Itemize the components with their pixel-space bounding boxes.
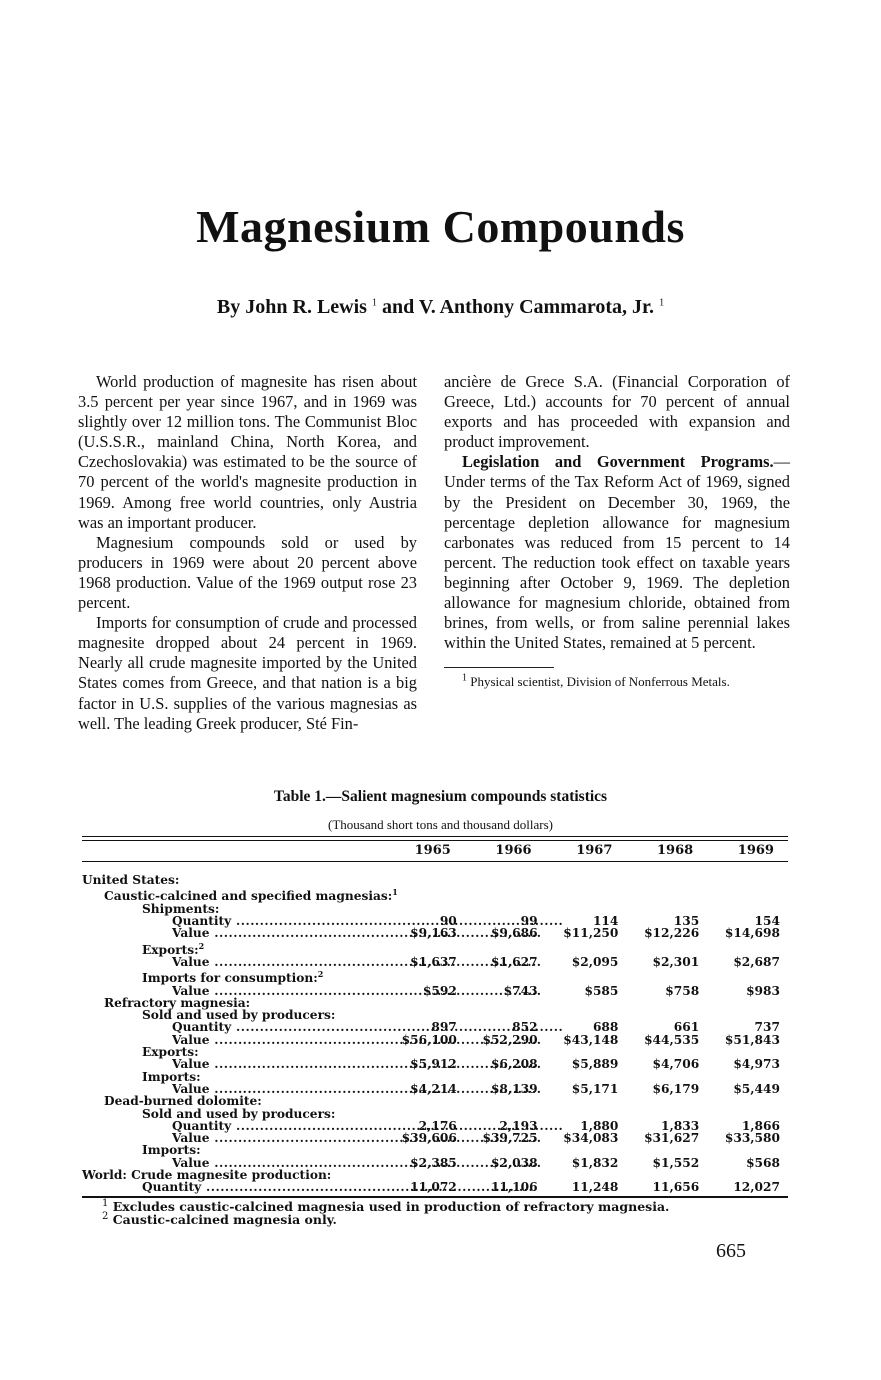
row-label: Refractory magnesia:: [104, 995, 251, 1010]
cell-value: [546, 940, 627, 956]
row-label: Imports for consumption:$^2$: [142, 969, 324, 986]
cell-value: 1,833: [661, 1118, 700, 1133]
author-2-footnote-mark: 1: [659, 297, 665, 309]
cell-value: [465, 874, 546, 886]
cell-value: [707, 1108, 788, 1120]
cell-value: $4,706: [652, 1057, 700, 1072]
cell-value: $568: [746, 1155, 780, 1170]
author-footnote: [444, 674, 790, 690]
cell-value: [707, 1144, 788, 1156]
table-row: [82, 886, 788, 902]
row-label: Shipments:: [142, 901, 220, 916]
cell-value: [384, 940, 465, 956]
table-row: [82, 1058, 788, 1070]
cell-value: [384, 1095, 465, 1107]
cell-value: [707, 940, 788, 956]
cell-value: [707, 874, 788, 886]
cell-value: [465, 1144, 546, 1156]
row-label: Value .....: [82, 1083, 384, 1095]
body-column-left: [78, 372, 417, 734]
footnote-mark: 1: [462, 672, 467, 684]
cell-value: 2,176: [418, 1118, 457, 1133]
cell-value: $983: [746, 983, 780, 998]
table-row: [82, 1144, 788, 1156]
cell-value: [465, 968, 546, 984]
cell-value: [626, 1095, 707, 1107]
cell-value: $1,637: [410, 954, 457, 969]
cell-value: $1,627: [490, 954, 538, 969]
cell-value: $1,552: [652, 1155, 700, 1170]
row-label: Value .....: [82, 1058, 384, 1070]
row-label: Quantity .....: [82, 915, 384, 927]
cell-value: [546, 886, 627, 902]
body-column-right: [444, 372, 790, 690]
table-footnotes: [82, 1197, 788, 1227]
table-row: [82, 1021, 788, 1033]
table-header-row: [82, 841, 788, 862]
row-label: Quantity .....: [82, 1021, 384, 1033]
table-footnote-mark: 1: [102, 1197, 109, 1209]
author-1-footnote-mark: 1: [371, 297, 377, 309]
cell-value: $4,214: [410, 1081, 457, 1096]
row-label: Sold and used by producers:: [142, 1106, 336, 1121]
cell-value: $12,226: [644, 926, 700, 941]
cell-value: [546, 1108, 627, 1120]
row-label: Imports:: [142, 1069, 201, 1084]
cell-value: [465, 886, 546, 902]
cell-value: $4,973: [733, 1057, 780, 1072]
cell-value: [546, 1095, 627, 1107]
table-row: [82, 927, 788, 939]
cell-value: 11,248: [571, 1180, 619, 1195]
cell-value: $2,301: [652, 954, 700, 969]
header-year: 1966: [495, 843, 532, 858]
paragraph-imports: Imports for consumption of crude and processed magnesite dropped about 24 percent in 1969. Nearly all crude magnesite imported by the United States comes from Greece, and that nation is a big factor in U.S. supplies of the various magnesias as well. The leading Greek producer, Sté Fin-: [78, 613, 417, 733]
paragraph-world-production: World production of magnesite has risen about 3.5 percent per year since 1967, and in 1969 was slightly over 12 million tons. The Communist Bloc (U.S.S.R., mainland China, North Korea, and Czechoslovakia) was estimated to be the source of 70 percent of the world's magnesite production in 1969. Among free world countries, only Austria was an important producer.: [78, 372, 417, 532]
row-label: Value .....: [82, 956, 384, 968]
cell-value: [626, 874, 707, 886]
cell-value: $39,606: [401, 1131, 457, 1146]
row-label-footnote-mark: 2: [198, 940, 205, 951]
row-label: Caustic-calcined and specified magnesias:$^1$: [104, 887, 398, 904]
cell-value: [384, 1144, 465, 1156]
cell-value: $9,686: [490, 926, 538, 941]
paragraph-imports-continued: ancière de Grece S.A. (Financial Corporation of Greece, Ltd.) accounts for 70 percent of annual exports and has proceeded with expansion and product improvement.: [444, 372, 790, 452]
cell-value: [384, 968, 465, 984]
cell-value: 11,106: [490, 1180, 538, 1195]
header-label-cell: [82, 841, 384, 861]
cell-value: $592: [422, 983, 457, 998]
cell-value: [384, 997, 465, 1009]
cell-value: 135: [673, 913, 700, 928]
header-year: 1967: [576, 843, 613, 858]
cell-value: $39,725: [482, 1131, 538, 1146]
cell-value: $44,535: [644, 1032, 700, 1047]
cell-value: $8,139: [490, 1081, 538, 1096]
cell-value: [384, 874, 465, 886]
row-label: Value .....: [82, 1034, 384, 1046]
cell-value: [626, 1144, 707, 1156]
paragraph-producers-output: Magnesium compounds sold or used by producers in 1969 were about 20 percent above 1968 production. Value of the 1969 output rose 23 percent.: [78, 532, 417, 613]
cell-value: 114: [592, 913, 619, 928]
cell-value: $1,832: [571, 1155, 619, 1170]
cell-value: $2,687: [733, 954, 780, 969]
page-title: Magnesium Compounds: [196, 201, 685, 252]
cell-value: $6,208: [490, 1057, 538, 1072]
table-footnote-text: Excludes caustic-calcined magnesia used in production of refractory magnesia.: [112, 1198, 670, 1214]
row-label: Value .....: [82, 1132, 384, 1144]
table-footnote-text: Caustic-calcined magnesia only.: [112, 1211, 337, 1227]
cell-value: [626, 997, 707, 1009]
header-year: 1968: [657, 843, 694, 858]
byline: [0, 296, 881, 319]
cell-value: [465, 1095, 546, 1107]
footnote-divider: [444, 667, 554, 668]
cell-value: [465, 997, 546, 1009]
cell-value: [546, 1144, 627, 1156]
cell-value: [465, 940, 546, 956]
row-label: United States:: [82, 873, 180, 887]
cell-value: $34,083: [563, 1131, 619, 1146]
row-label: Sold and used by producers:: [142, 1008, 336, 1023]
cell-value: $9,163: [410, 926, 457, 941]
cell-value: 1,866: [741, 1118, 780, 1133]
cell-value: $2,095: [571, 954, 619, 969]
cell-value: [626, 968, 707, 984]
cell-value: [546, 997, 627, 1009]
table-row: [82, 1181, 788, 1193]
cell-value: [626, 940, 707, 956]
table-bottom-rule: [82, 1196, 788, 1198]
cell-value: $11,250: [563, 926, 619, 941]
row-label: Imports:: [142, 1143, 201, 1158]
cell-value: 11,656: [652, 1180, 700, 1195]
row-label: World: Crude magnesite production:: [82, 1168, 332, 1183]
cell-value: [707, 997, 788, 1009]
table-body: [82, 874, 788, 1194]
row-label: Exports:: [142, 1045, 199, 1060]
row-label: Value .....: [82, 927, 384, 939]
cell-value: $5,889: [571, 1057, 619, 1072]
author-2: and V. Anthony Cammarota, Jr.: [381, 296, 655, 318]
cell-value: 11,072: [410, 1180, 457, 1195]
cell-value: $33,580: [724, 1131, 780, 1146]
author-1: By John R. Lewis: [216, 296, 367, 318]
row-label: Value .....: [82, 1157, 384, 1169]
cell-value: [384, 1108, 465, 1120]
cell-value: 852: [512, 1020, 538, 1035]
table-row: [82, 940, 788, 956]
statistics-table: [82, 836, 788, 1226]
cell-value: [707, 1095, 788, 1107]
row-label-footnote-mark: 2: [317, 969, 324, 980]
footnote-text: Physical scientist, Division of Nonferrous Metals.: [470, 674, 730, 690]
cell-value: [384, 886, 465, 902]
cell-value: 90: [439, 913, 457, 928]
cell-value: $743: [503, 983, 538, 998]
table-title: Table 1.—Salient magnesium compounds statistics: [273, 788, 608, 805]
cell-value: $5,912: [410, 1057, 457, 1072]
row-label: Value .....: [82, 985, 384, 997]
table-row: [82, 1108, 788, 1120]
cell-value: 661: [673, 1020, 700, 1035]
cell-value: $14,698: [724, 926, 780, 941]
cell-value: [707, 968, 788, 984]
cell-value: $5,171: [571, 1081, 619, 1096]
cell-value: 154: [754, 913, 780, 928]
table-row: [82, 985, 788, 997]
table-footnote: [102, 1210, 788, 1227]
cell-value: [546, 874, 627, 886]
cell-value: $2,038: [490, 1155, 538, 1170]
cell-value: $51,843: [724, 1032, 780, 1047]
cell-value: [465, 1108, 546, 1120]
row-label: Quantity .....: [82, 1120, 384, 1132]
cell-value: $585: [584, 983, 619, 998]
table-row: [82, 874, 788, 886]
cell-value: 99: [520, 913, 538, 928]
cell-value: [626, 886, 707, 902]
row-label: Dead-burned dolomite:: [104, 1094, 262, 1109]
table-row: [82, 1095, 788, 1107]
cell-value: $5,449: [733, 1081, 780, 1096]
cell-value: $43,148: [563, 1032, 619, 1047]
row-label-footnote-mark: 1: [392, 887, 398, 898]
header-year: 1965: [414, 843, 451, 858]
page-number: 665: [716, 1240, 746, 1262]
cell-value: 12,027: [733, 1180, 780, 1195]
cell-value: $56,100: [401, 1032, 457, 1047]
cell-value: $52,290: [482, 1032, 538, 1047]
header-year: 1969: [737, 843, 774, 858]
table-row: [82, 956, 788, 968]
table-units: (Thousand short tons and thousand dollars): [328, 817, 553, 832]
cell-value: 688: [592, 1020, 619, 1035]
table-footnote-mark: 2: [102, 1210, 109, 1222]
section-heading-legislation: Legislation and Government Programs.: [462, 452, 774, 472]
cell-value: [546, 968, 627, 984]
cell-value: [626, 1108, 707, 1120]
cell-value: $2,385: [410, 1155, 457, 1170]
cell-value: 1,880: [580, 1118, 619, 1133]
cell-value: 2,193: [499, 1118, 538, 1133]
legislation-text: —Under terms of the Tax Reform Act of 1969, signed by the President on December 30, 1969, the percentage depletion allowance for magnesium carbonates was reduced from 15 percent to 14 percent. The reduction took effect on taxable years beginning after October 9, 1969. The depletion allowance for magnesium chloride, obtained from brines, from wells, or from saline perennial lakes within the United States, remained at 5 percent.: [444, 452, 790, 653]
cell-value: 897: [431, 1020, 457, 1035]
cell-value: $758: [665, 983, 700, 998]
paragraph-legislation: [444, 452, 790, 653]
cell-value: 737: [754, 1020, 780, 1035]
row-label: Exports:$^2$: [142, 940, 205, 957]
row-label: Quantity .....: [82, 1181, 384, 1193]
cell-value: $31,627: [644, 1131, 700, 1146]
table-row: [82, 968, 788, 984]
cell-value: $6,179: [652, 1081, 700, 1096]
cell-value: [707, 886, 788, 902]
